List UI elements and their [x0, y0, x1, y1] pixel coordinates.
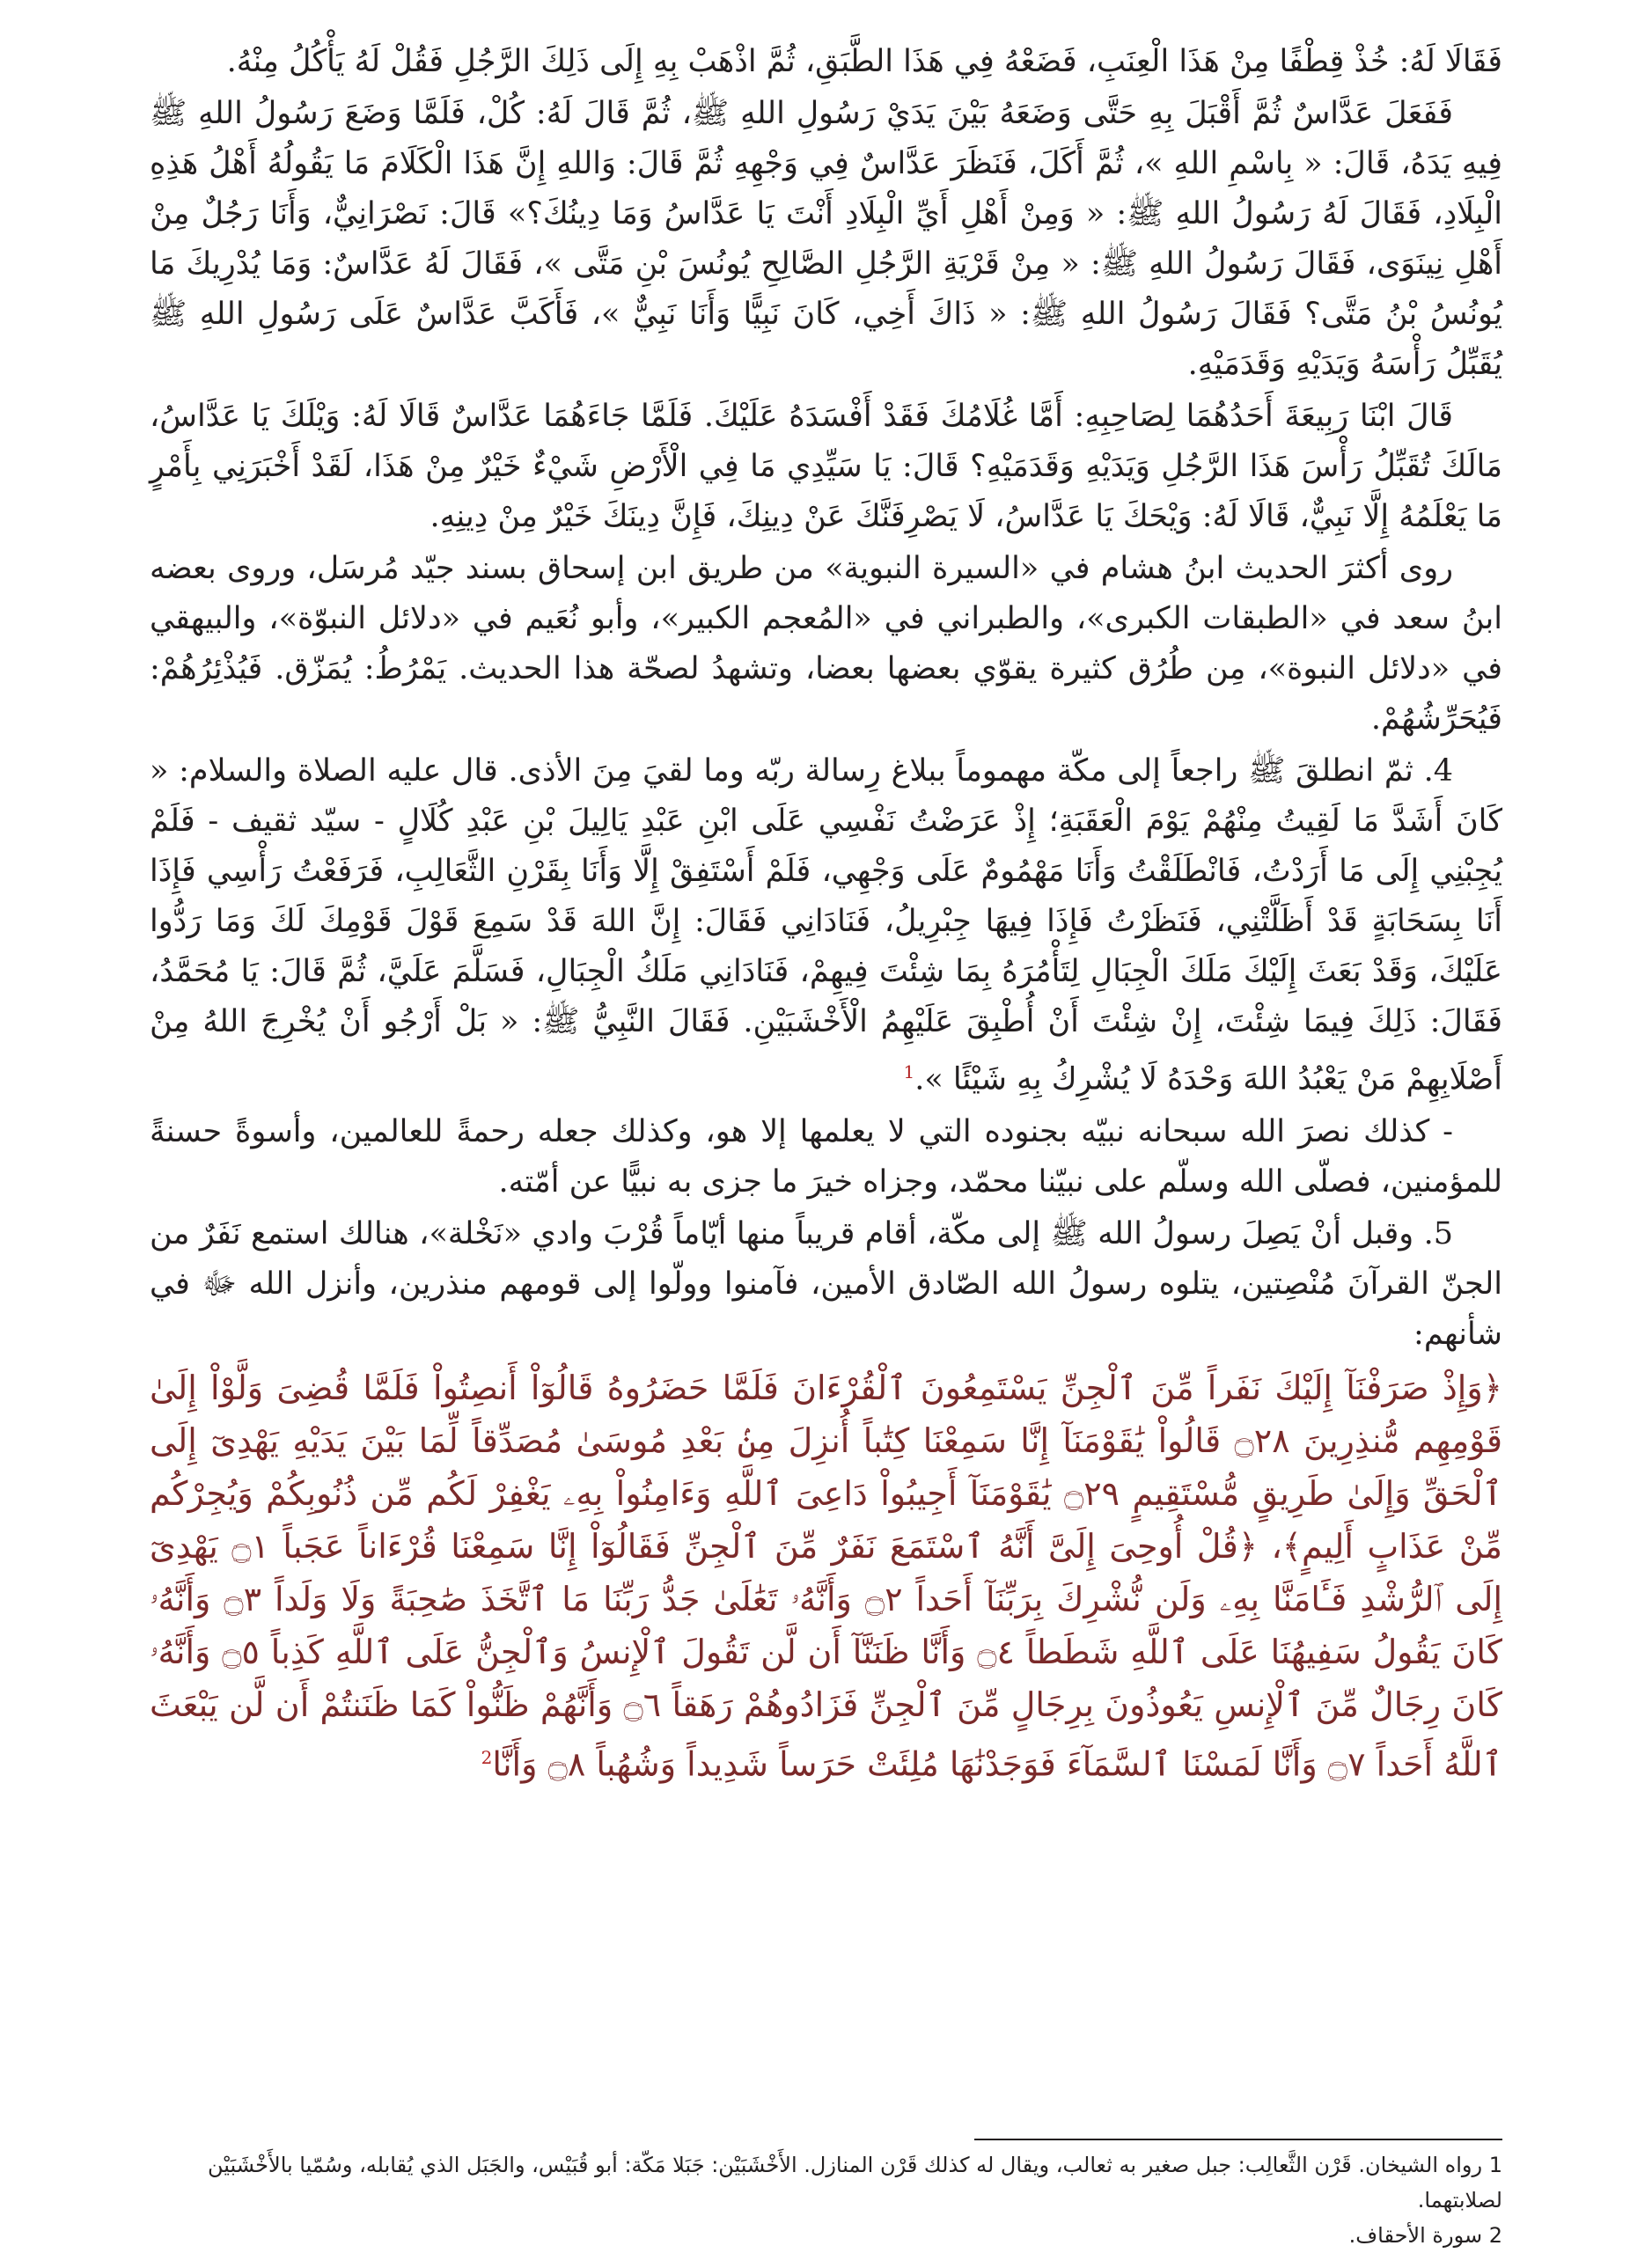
footnote-separator: [974, 2139, 1502, 2140]
paragraph-1: فَقَالَا لَهُ: خُذْ قِطْفًا مِنْ هَذَا الْعِنَبِ، فَضَعْهُ فِي هَذَا الطَّبَقِ، ثُمَّ اذْهَبْ بِهِ إِلَى ذَلِكَ الرَّجُلِ فَقُلْ لَهُ يَأْكُلُ مِنْهُ.: [226, 44, 1502, 79]
footnote-2: 2 سورة الأحقاف.: [1348, 2223, 1502, 2248]
paragraph-7: 5. وقبل أنْ يَصِلَ رسولُ الله ﷺ إلى مكّة، أقام قريباً منها أيّاماً قُرْبَ وادي «نَخْلة»، هنالك استمع نَفَرٌ من الجنّ القرآنَ مُنْصِتين، يتلوه رسولُ الله الصّادق الأمين، فآمنوا وولّوا إلى قومهم منذرين، وأنزل الله ﷻ في شأنهم:: [150, 1215, 1502, 1352]
paragraph-6: - كذلك نصرَ الله سبحانه نبيّه بجنوده التي لا يعلمها إلا هو، وكذلك جعله رحمةً للعالمين، وأسوةً حسنةً للمؤمنين، فصلّى الله وسلّم على نبيّنا محمّد، وجزاه خيرَ ما جزى به نبيًّا عن أمّته.: [150, 1113, 1502, 1200]
paragraph-5: [150, 746, 1502, 1105]
paragraph-4: روى أكثرَ الحديث ابنُ هشام في «السيرة النبوية» من طريق ابن إسحاق بسند جيّد مُرسَل، وروى بعضه ابنُ سعد في «الطبقات الكبرى»، والطبراني في «المُعجم الكبير»، وأبو نُعَيم في «دلائل النبوّة»، والبيهقي في «دلائل النبوة»، مِن طُرُق كثيرة يقوّي بعضها بعضا، وتشهدُ لصحّة هذا الحديث. يَمْرُطُ: يُمَزّق. فَيُذْئِرُهُمْ: فَيُحَرِّشُهُمْ.: [150, 551, 1502, 737]
footnote-1: 1 رواه الشيخان. قَرْن الثَّعالِب: جبل صغير به ثعالب، ويقال له كذلك قَرْن المنازل. الأَخْشَبَيْن: جَبَلا مَكّة: أبو قُبَيْس، والجَبَل الذي يُقابله، وسُمّيا بالأَخْشَبَيْن لصلابتهما.: [208, 2153, 1502, 2213]
main-text: [150, 37, 1502, 1790]
footnotes: [150, 2139, 1502, 2253]
footnote-mark-1: 1: [903, 1061, 915, 1082]
quran-text: ﴿وَإِذْ صَرَفْنَآ إِلَيْكَ نَفَراً مِّنَ ٱلْجِنِّ يَسْتَمِعُونَ ٱلْقُرْءَانَ فَلَمَّا حَضَرُوهُ قَالُوٓاْ أَنصِتُواْ فَلَمَّا قُضِىَ وَلَّوْاْ إِلَىٰ قَوْمِهِم مُّنذِرِينَ ۝٢٨ قَالُواْ يَٰقَوْمَنَآ إِنَّا سَمِعْنَا كِتَٰباً أُنزِلَ مِنۢ بَعْدِ مُوسَىٰ مُصَدِّقاً لِّمَا بَيْنَ يَدَيْهِ يَهْدِىٓ إِلَى ٱلْحَقِّ وَإِلَىٰ طَرِيقٍ مُّسْتَقِيمٍ ۝٢٩ يَٰقَوْمَنَآ أَجِيبُواْ دَاعِىَ ٱللَّهِ وَءَامِنُواْ بِهِۦ يَغْفِرْ لَكُم مِّن ذُنُوبِكُمْ وَيُجِرْكُم مِّنْ عَذَابٍ أَلِيمٍ﴾، ﴿قُلْ أُوحِىَ إِلَىَّ أَنَّهُ ٱسْتَمَعَ نَفَرٌ مِّنَ ٱلْجِنِّ فَقَالُوٓاْ إِنَّا سَمِعْنَا قُرْءَاناً عَجَباً ۝١ يَهْدِىٓ إِلَى ٱلرُّشْدِ فَـَٔامَنَّا بِهِۦ وَلَن نُّشْرِكَ بِرَبِّنَآ أَحَداً ۝٢ وَأَنَّهُۥ تَعَٰلَىٰ جَدُّ رَبِّنَا مَا ٱتَّخَذَ صَٰحِبَةً وَلَا وَلَداً ۝٣ وَأَنَّهُۥ كَانَ يَقُولُ سَفِيهُنَا عَلَى ٱللَّهِ شَطَطاً ۝٤ وَأَنَّا ظَنَنَّآ أَن لَّن تَقُولَ ٱلْإِنسُ وَٱلْجِنُّ عَلَى ٱللَّهِ كَذِباً ۝٥ وَأَنَّهُۥ كَانَ رِجَالٌ مِّنَ ٱلْإِنسِ يَعُوذُونَ بِرِجَالٍ مِّنَ ٱلْجِنِّ فَزَادُوهُمْ رَهَقاً ۝٦ وَأَنَّهُمْ ظَنُّواْ كَمَا ظَنَنتُمْ أَن لَّن يَبْعَثَ ٱللَّهُ أَحَداً ۝٧ وَأَنَّا لَمَسْنَا ٱلسَّمَآءَ فَوَجَدْنَٰهَا مُلِئَتْ حَرَساً شَدِيداً وَشُهُباً ۝٨ وَأَنَّا: [150, 1368, 1503, 1784]
paragraph-2: فَفَعَلَ عَدَّاسٌ ثُمَّ أَقْبَلَ بِهِ حَتَّى وَضَعَهُ بَيْنَ يَدَيْ رَسُولِ اللهِ ﷺ، ثُمَّ قَالَ لَهُ: كُلْ، فَلَمَّا وَضَعَ رَسُولُ اللهِ ﷺ فِيهِ يَدَهُ، قَالَ: « بِاسْمِ اللهِ »، ثُمَّ أَكَلَ، فَنَظَرَ عَدَّاسٌ فِي وَجْهِهِ ثُمَّ قَالَ: وَاللهِ إِنَّ هَذَا الْكَلَامَ مَا يَقُولُهُ أَهْلُ هَذِهِ الْبِلَادِ، فَقَالَ لَهُ رَسُولُ اللهِ ﷺ: « وَمِنْ أَهْلِ أَيِّ الْبِلَادِ أَنْتَ يَا عَدَّاسُ وَمَا دِينُكَ؟» قَالَ: نَصْرَانِيٌّ، وَأَنَا رَجُلٌ مِنْ أَهْلِ نِينَوَى، فَقَالَ رَسُولُ اللهِ ﷺ: « مِنْ قَرْيَةِ الرَّجُلِ الصَّالِحِ يُونُسَ بْنِ مَتَّى »، فَقَالَ لَهُ عَدَّاسٌ: وَمَا يُدْرِيكَ مَا يُونُسُ بْنُ مَتَّى؟ فَقَالَ رَسُولُ اللهِ ﷺ: « ذَاكَ أَخِي، كَانَ نَبِيًّا وَأَنَا نَبِيٌّ »، فَأَكَبَّ عَدَّاسٌ عَلَى رَسُولِ اللهِ ﷺ يُقَبِّلُ رَأْسَهُ وَيَدَيْهِ وَقَدَمَيْهِ.: [150, 96, 1502, 382]
paragraph-5-text: 4. ثمّ انطلقَ ﷺ راجعاً إلى مكّة مهموماً ببلاغ رِسالة ربّه وما لقيَ مِنَ الأذى. قال عليه الصلاة والسلام: « كَانَ أَشَدَّ مَا لَقِيتُ مِنْهُمْ يَوْمَ الْعَقَبَةِ؛ إِذْ عَرَضْتُ نَفْسِي عَلَى ابْنِ عَبْدِ يَالِيلَ بْنِ عَبْدِ كُلَالٍ - سيّد ثقيف - فَلَمْ يُجِبْنِي إِلَى مَا أَرَدْتُ، فَانْطَلَقْتُ وَأَنَا مَهْمُومٌ عَلَى وَجْهِي، فَلَمْ أَسْتَفِقْ إِلَّا وَأَنَا بِقَرْنِ الثَّعَالِبِ، فَرَفَعْتُ رَأْسِي فَإِذَا أَنَا بِسَحَابَةٍ قَدْ أَظَلَّتْنِي، فَنَظَرْتُ فَإِذَا فِيهَا جِبْرِيلُ، فَنَادَانِي فَقَالَ: إِنَّ اللهَ قَدْ سَمِعَ قَوْلَ قَوْمِكَ لَكَ وَمَا رَدُّوا عَلَيْكَ، وَقَدْ بَعَثَ إِلَيْكَ مَلَكَ الْجِبَالِ لِتَأْمُرَهُ بِمَا شِئْتَ فِيهِمْ، فَنَادَانِي مَلَكُ الْجِبَالِ، فَسَلَّمَ عَلَيَّ، ثُمَّ قَالَ: يَا مُحَمَّدُ، فَقَالَ: ذَلِكَ فِيمَا شِئْتَ، إِنْ شِئْتَ أَنْ أُطْبِقَ عَلَيْهِمُ الْأَخْشَبَيْنِ. فَقَالَ النَّبِيُّ ﷺ: « بَلْ أَرْجُو أَنْ يُخْرِجَ اللهُ مِنْ أَصْلَابِهِمْ مَنْ يَعْبُدُ اللهَ وَحْدَهُ لَا يُشْرِكُ بِهِ شَيْئًا ».: [150, 753, 1502, 1097]
paragraph-3: قَالَ ابْنَا رَبِيعَةَ أَحَدُهُمَا لِصَاحِبِهِ: أَمَّا غُلَامُكَ فَقَدْ أَفْسَدَهُ عَلَيْكَ. فَلَمَّا جَاءَهُمَا عَدَّاسٌ قَالَا لَهُ: وَيْلَكَ يَا عَدَّاسُ، مَالَكَ تُقَبِّلُ رَأْسَ هَذَا الرَّجُلِ وَيَدَيْهِ وَقَدَمَيْهِ؟ قَالَ: يَا سَيِّدِي مَا فِي الْأَرْضِ شَيْءٌ خَيْرٌ مِنْ هَذَا، لَقَدْ أَخْبَرَنِي بِأَمْرٍ مَا يَعْلَمُهُ إِلَّا نَبِيٌّ، قَالَا لَهُ: وَيْحَكَ يَا عَدَّاسُ، لَا يَصْرِفَنَّكَ عَنْ دِينِكَ، فَإِنَّ دِينَكَ خَيْرٌ مِنْ دِينِهِ.: [150, 399, 1502, 534]
footnote-mark-2: 2: [481, 1746, 493, 1768]
quran-verses: [150, 1361, 1502, 1791]
